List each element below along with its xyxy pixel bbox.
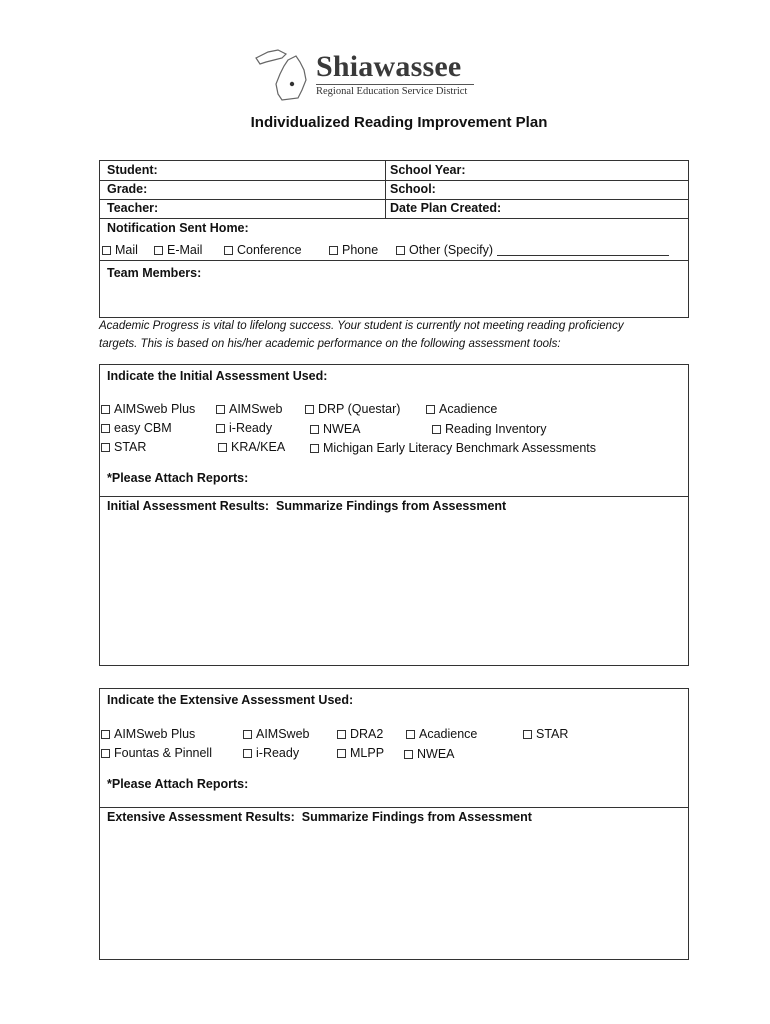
checkbox-icon[interactable]: [101, 749, 110, 758]
notify-conference-option[interactable]: Conference: [224, 243, 302, 257]
initial-option-reading-inventory[interactable]: Reading Inventory: [432, 422, 546, 436]
grade-label[interactable]: Grade:: [107, 182, 148, 196]
extensive-attach-reports: *Please Attach Reports:: [107, 777, 249, 791]
progress-note-line-1: Academic Progress is vital to lifelong success. Your student is currently not meeting reading proficiency: [99, 320, 624, 332]
checkbox-icon[interactable]: [218, 443, 227, 452]
initial-option-star[interactable]: STAR: [101, 440, 146, 454]
extensive-option-i-ready[interactable]: i-Ready: [243, 746, 299, 760]
student-info-table: [99, 160, 689, 318]
info-row-divider: [100, 218, 688, 219]
district-logo: [252, 44, 492, 104]
date-plan-created-label[interactable]: Date Plan Created:: [390, 201, 502, 215]
notification-label: Notification Sent Home:: [107, 221, 249, 235]
logo-subtitle: Regional Education Service District: [316, 86, 468, 97]
initial-option-easy-cbm[interactable]: easy CBM: [101, 421, 172, 435]
checkbox-icon[interactable]: [337, 730, 346, 739]
notify-phone-option[interactable]: Phone: [329, 243, 378, 257]
extensive-results-field[interactable]: [100, 829, 688, 959]
extensive-option-aimsweb[interactable]: AIMSweb: [243, 727, 310, 741]
initial-option-aimsweb-plus[interactable]: AIMSweb Plus: [101, 402, 195, 416]
extensive-option-acadience[interactable]: Acadience: [406, 727, 477, 741]
extensive-option-star[interactable]: STAR: [523, 727, 568, 741]
initial-option-michigan-early-literacy[interactable]: Michigan Early Literacy Benchmark Assessments: [310, 441, 596, 455]
initial-assessment-section: [99, 364, 689, 666]
checkbox-icon[interactable]: [310, 444, 319, 453]
other-specify-field[interactable]: [497, 243, 669, 256]
progress-note-line-2: targets. This is based on his/her academic performance on the following assessment tools:: [99, 338, 561, 350]
extensive-option-aimsweb-plus[interactable]: AIMSweb Plus: [101, 727, 195, 741]
michigan-map-icon: [252, 44, 312, 104]
info-row-divider: [100, 199, 688, 200]
initial-attach-reports: *Please Attach Reports:: [107, 471, 249, 485]
info-column-divider: [385, 161, 386, 218]
notify-mail-option[interactable]: Mail: [102, 243, 138, 257]
initial-option-nwea[interactable]: NWEA: [310, 422, 361, 436]
checkbox-icon[interactable]: [101, 443, 110, 452]
checkbox-icon[interactable]: [243, 749, 252, 758]
checkbox-icon[interactable]: [329, 246, 338, 255]
checkbox-icon[interactable]: [337, 749, 346, 758]
extensive-assessment-section: [99, 688, 689, 960]
teacher-label[interactable]: Teacher:: [107, 201, 159, 215]
checkbox-icon[interactable]: [101, 405, 110, 414]
notify-other-option[interactable]: Other (Specify): [396, 243, 669, 257]
checkbox-icon[interactable]: [523, 730, 532, 739]
initial-results-field[interactable]: [100, 517, 688, 665]
extensive-option-mlpp[interactable]: MLPP: [337, 746, 384, 760]
checkbox-icon[interactable]: [102, 246, 111, 255]
initial-results-label: Initial Assessment Results: Summarize Findings from Assessment: [107, 499, 507, 513]
info-row-divider: [100, 260, 688, 261]
initial-section-divider: [100, 496, 688, 497]
notify-email-option[interactable]: E-Mail: [154, 243, 202, 257]
checkbox-icon[interactable]: [101, 424, 110, 433]
initial-option-i-ready[interactable]: i-Ready: [216, 421, 272, 435]
initial-option-acadience[interactable]: Acadience: [426, 402, 497, 416]
extensive-option-dra2[interactable]: DRA2: [337, 727, 383, 741]
checkbox-icon[interactable]: [243, 730, 252, 739]
initial-option-drp[interactable]: DRP (Questar): [305, 402, 400, 416]
school-year-label[interactable]: School Year:: [390, 163, 466, 177]
checkbox-icon[interactable]: [305, 405, 314, 414]
checkbox-icon[interactable]: [396, 246, 405, 255]
checkbox-icon[interactable]: [224, 246, 233, 255]
checkbox-icon[interactable]: [101, 730, 110, 739]
extensive-section-divider: [100, 807, 688, 808]
info-row-divider: [100, 180, 688, 181]
checkbox-icon[interactable]: [426, 405, 435, 414]
team-members-label[interactable]: Team Members:: [107, 266, 202, 280]
initial-assessment-heading: Indicate the Initial Assessment Used:: [107, 369, 328, 383]
extensive-option-nwea[interactable]: NWEA: [404, 747, 455, 761]
checkbox-icon[interactable]: [216, 405, 225, 414]
checkbox-icon[interactable]: [154, 246, 163, 255]
checkbox-icon[interactable]: [432, 425, 441, 434]
logo-divider: [316, 84, 474, 85]
checkbox-icon[interactable]: [216, 424, 225, 433]
extensive-results-label: Extensive Assessment Results: Summarize Findings from Assessment: [107, 810, 532, 824]
checkbox-icon[interactable]: [404, 750, 413, 759]
checkbox-icon[interactable]: [406, 730, 415, 739]
school-label[interactable]: School:: [390, 182, 436, 196]
initial-option-aimsweb[interactable]: AIMSweb: [216, 402, 283, 416]
page-title: Individualized Reading Improvement Plan: [250, 114, 548, 131]
student-label[interactable]: Student:: [107, 163, 158, 177]
initial-option-kra-kea[interactable]: KRA/KEA: [218, 440, 285, 454]
extensive-option-fountas-pinnell[interactable]: Fountas & Pinnell: [101, 746, 212, 760]
logo-name: Shiawassee: [316, 50, 462, 83]
extensive-assessment-heading: Indicate the Extensive Assessment Used:: [107, 693, 354, 707]
checkbox-icon[interactable]: [310, 425, 319, 434]
